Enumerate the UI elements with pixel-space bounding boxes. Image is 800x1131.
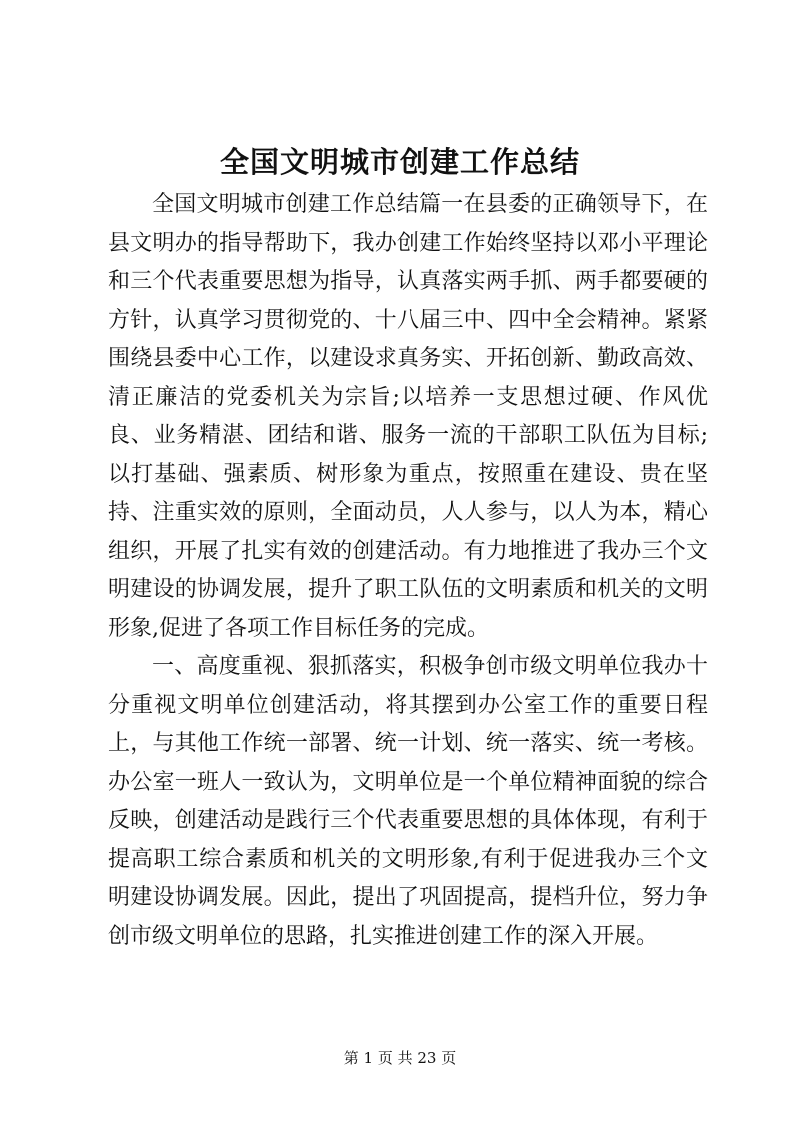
page-number-footer: 第 1 页 共 23 页 (343, 1049, 457, 1067)
paragraph-intro: 全国文明城市创建工作总结篇一在县委的正确领导下，在县文明办的指导帮助下，我办创建工作始终坚持以邓小平理论和三个代表重要思想为指导，认真落实两手抓、两手都要硬的方针，认真学习贯彻党的、十八届三中、四中全会精神。紧紧围绕县委中心工作，以建设求真务实、开拓创新、勤政高效、清正廉洁的党委机关为宗旨;以培养一支思想过硬、作风优良、业务精湛、团结和谐、服务一流的干部职工队伍为目标;以打基础、强素质、树形象为重点，按照重在建设、贵在坚持、注重实效的原则，全面动员，人人参与，以人为本，精心组织，开展了扎实有效的创建活动。有力地推进了我办三个文明建设的协调发展，提升了职工队伍的文明素质和机关的文明形象,促进了各项工作目标任务的完成。 (108, 192, 708, 641)
document-title: 全国文明城市创建工作总结 (219, 145, 580, 179)
paragraph-section-one: 一、高度重视、狠抓落实，积极争创市级文明单位我办十分重视文明单位创建活动，将其摆到办公室工作的重要日程上，与其他工作统一部署、统一计划、统一落实、统一考核。办公室一班人一致认为，文明单位是一个单位精神面貌的综合反映，创建活动是践行三个代表重要思想的具体体现，有利于提高职工综合素质和机关的文明形象,有利于促进我办三个文明建设协调发展。因此，提出了巩固提高，提档升位，努力争创市级文明单位的思路，扎实推进创建工作的深入开展。 (108, 654, 708, 949)
document-body (108, 186, 708, 956)
